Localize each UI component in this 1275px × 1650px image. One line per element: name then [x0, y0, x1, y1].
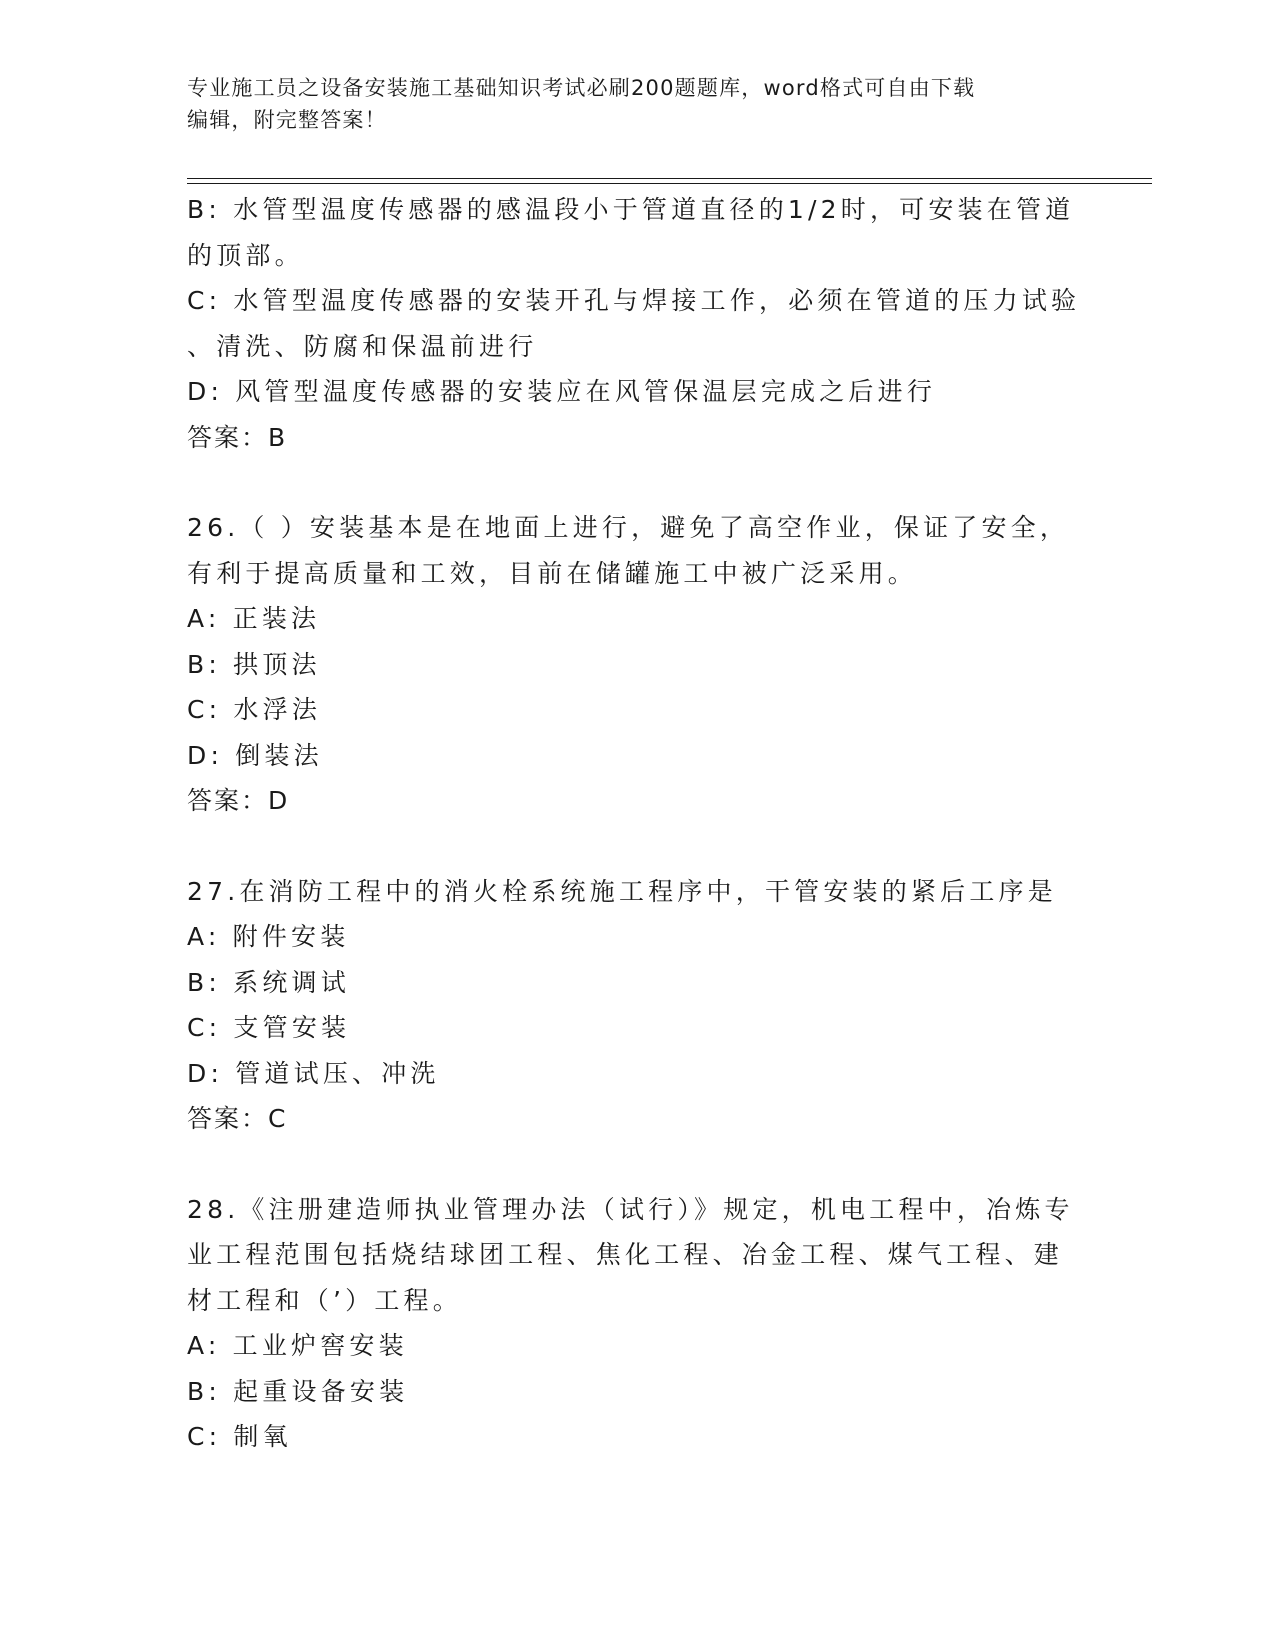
q25-option-c-line-2: 、清洗、防腐和保温前进行 — [187, 331, 538, 361]
q25-option-b-line-2: 的顶部。 — [187, 240, 304, 270]
document-header — [187, 72, 1067, 136]
question-27 — [187, 869, 1077, 1142]
q25-option-b-line-1: B: 水管型温度传感器的感温段小于管道直径的1/2时，可安装在管道 — [187, 195, 1075, 224]
header-divider-bottom — [187, 183, 1152, 184]
q28-option-a: A: 工业炉窖安装 — [187, 1331, 408, 1360]
q26-stem-line-2: 有利于提高质量和工效，目前在储罐施工中被广泛采用。 — [187, 558, 918, 588]
question-25-continued — [187, 187, 1081, 460]
q27-answer: 答案：C — [187, 1104, 288, 1133]
question-26 — [187, 505, 1077, 824]
q28-option-b: B: 起重设备安装 — [187, 1376, 409, 1406]
header-title-line-1: 专业施工员之设备安装施工基础知识考试必刷200题题库，word格式可自由下载 — [187, 76, 976, 100]
header-divider-top — [187, 178, 1152, 179]
header-title-line-2: 编辑，附完整答案！ — [187, 108, 387, 132]
q26-answer: 答案：D — [187, 786, 290, 815]
q27-stem-line-1: 27.在消防工程中的消火栓系统施工程序中，干管安装的紧后工序是 — [187, 876, 1057, 906]
q27-option-c: C: 支管安装 — [187, 1013, 351, 1042]
q25-option-c-line-1: C: 水管型温度传感器的安装开孔与焊接工作，必须在管道的压力试验 — [187, 286, 1081, 315]
q28-stem-line-2: 业工程范围包括烧结球团工程、焦化工程、冶金工程、煤气工程、建 — [187, 1240, 1064, 1269]
question-28 — [187, 1187, 1077, 1460]
q26-stem-line-1: 26.（ ）安装基本是在地面上进行，避免了高空作业，保证了安全， — [187, 513, 1070, 542]
q27-option-a: A: 附件安装 — [187, 922, 350, 951]
q28-stem-line-3: 材工程和（’）工程。 — [187, 1285, 462, 1315]
q25-answer: 答案：B — [187, 422, 288, 452]
document-body — [187, 187, 1081, 1460]
q26-option-b: B: 拱顶法 — [187, 649, 321, 679]
q26-option-a: A: 正装法 — [187, 604, 321, 633]
q26-option-d: D: 倒装法 — [187, 740, 323, 770]
q28-stem-line-1: 28.《注册建造师执业管理办法（试行）》规定，机电工程中，冶炼专 — [187, 1194, 1074, 1224]
q27-option-b: B: 系统调试 — [187, 967, 350, 997]
q27-option-d: D: 管道试压、冲洗 — [187, 1058, 440, 1088]
q26-option-c: C: 水浮法 — [187, 695, 322, 724]
q28-option-c: C: 制氧 — [187, 1422, 292, 1451]
q25-option-d: D: 风管型温度传感器的安装应在风管保温层完成之后进行 — [187, 377, 937, 406]
